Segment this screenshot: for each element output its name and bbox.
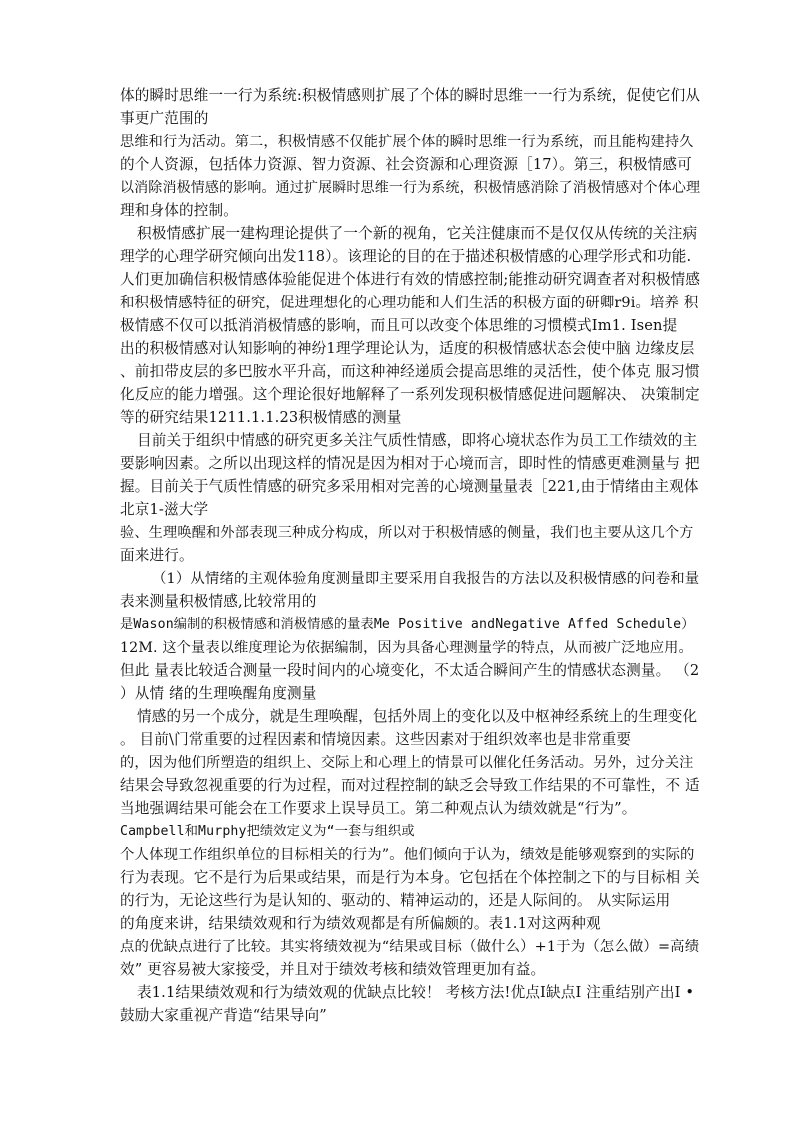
text-line: 的角度来讲，结果绩效观和行为绩效观都是有所偏颇的。表1.1对这两种观 <box>120 915 601 932</box>
text-line: 的个人资源，包括体力资源、智力资源、社会资源和心理资源［17）。第三，积极情感可 <box>120 156 692 173</box>
text-line: Campbell和Murphy把绩效定义为“一套与组织或 <box>120 824 415 839</box>
paragraph-first-line: 积极情感扩展一建构理论提供了一个新的视角，它关注健康而不是仅仅从传统的关注病 <box>137 225 698 242</box>
text-line: 的行为，无论这些行为是认知的、驱动的、精神运动的，还是人际间的。 从实际运用 <box>120 892 671 909</box>
text-line: 要影响因素。之所以出现这样的情况是因为相对于心境而言，即时性的情感更难测量与 把 <box>120 455 700 472</box>
paragraph-first-line: 情感的另一个成分，就是生理唤醒，包括外周上的变化以及中枢神经系统上的生理变化 <box>137 708 698 725</box>
text-line: 当地强调结果可能会在工作要求上误导员工。第二种观点认为绩效就是“行为”。 <box>120 800 637 817</box>
text-line: 鼓励大家重视产背造“结果导向” <box>120 1007 327 1024</box>
list-item-line: （1）从情绪的主观体验角度测量即主要采用自我报告的方法以及积极情感的问卷和量 <box>152 571 700 587</box>
text-line: 。 目前\门常重要的过程因素和情境因素。这些因素对于组织效率也是非常重要 <box>120 731 632 748</box>
text-line: 理和身体的控制。 <box>120 202 238 219</box>
text-line: 出的积极情感对认知影响的神纷1理学理论认为，适度的积极情感状态会使中脑 边缘皮层 <box>120 340 695 357</box>
text-line: 化反应的能力增强。这个理论很好地解释了一系列发现积极情感促进问题解决、 决策制定 <box>120 386 700 403</box>
table-caption-line: 表1.1结果绩效观和行为绩效观的优缺点比较！ 考核方法!优点I缺点I 注重结别产出I • <box>137 984 695 1001</box>
text-line: 等的研究结果1211.1.1.23积极情感的测量 <box>120 409 402 426</box>
paragraph-first-line: 目前关于组织中情感的研究更多关注气质性情感，即将心境状态作为员工工作绩效的主 <box>137 432 698 449</box>
text-line: 和积极情感特征的研究，促进理想化的心理功能和人们生活的积极方面的研卿r9i。培养 积 <box>120 295 699 311</box>
text-line: ）从情 绪的生理唤醒角度测量 <box>120 685 317 702</box>
text-line: 的，因为他们所塑造的组织上、交际上和心理上的情景可以催化任务活动。另外，过分关注 <box>120 755 694 771</box>
text-line: 极情感不仅可以抵消消极情感的影响，而且可以改变个体思维的习惯模式Im1. Isen提 <box>120 317 678 334</box>
text-line: 理学的心理学研究倾向出发118）。该理论的目的在于描述积极情感的心理学形式和功能. <box>120 248 692 265</box>
text-line: 效” 更容易被大家接受，并且对于绩效考核和绩效管理更加有益。 <box>120 961 546 978</box>
text-line: 面来进行。 <box>120 547 194 564</box>
text-line: 个人体现工作组织单位的目标相关的行为”。他们倾向于认为，绩效是能够观察到的实际的 <box>120 847 695 863</box>
text-line: 、前扣带皮层的多巴胺水平升高，而这种神经递质会提高思维的灵活性，使个体克 服习惯 <box>120 363 700 380</box>
text-line: 验、生理唤醒和外部表现三种成分构成，所以对于积极情感的侧量，我们也主要从这几个方 <box>120 525 694 541</box>
text-line: 点的优缺点进行了比较。其实将绩效视为“结果或目标（做什么）+1于为（怎么做）=高绩 <box>120 939 700 955</box>
text-line: 结果会导致忽视重要的行为过程，而对过程控制的缺乏会导致工作结果的不可靠性，不 适 <box>120 777 700 794</box>
text-line: 人们更加确信积极情感体验能促进个体进行有效的情感控制;能推动研究调查者对积极情感 <box>120 271 701 288</box>
text-line: 但此 量表比较适合测量一段时间内的心境变化，不太适合瞬间产生的情感状态测量。 （2 <box>120 662 700 679</box>
text-line: 体的瞬时思维一一行为系统:积极情感则扩展了个体的瞬时思维一一行为系统，促使它们从 <box>120 87 701 104</box>
text-line: 以消除消极情感的影响。通过扩展瞬时思维一行为系统，积极情感消除了消极情感对个体心理 <box>120 180 701 196</box>
text-line: 表来测量积极情感,比较常用的 <box>120 593 317 610</box>
text-line: 北京1-滋大学 <box>120 501 209 518</box>
text-line: 握。目前关于气质性情感的研究多采用相对完善的心境测量量表［221,由于情绪由主观体 <box>120 478 699 495</box>
text-line: 思维和行为活动。第二，积极情感不仅能扩展个体的瞬时思维一行为系统，而且能构建持久 <box>120 134 694 150</box>
text-line: 12M. 这个量表以维度理论为依据编制，因为具备心理测量学的特点，从而被广泛地应用。 <box>120 640 693 656</box>
text-line: 事更广范围的 <box>120 110 209 127</box>
text-line: 是Wason编制的积极情感和消极情感的量表Me Positive andNegative Affed Schedule） <box>120 617 695 632</box>
text-line: 行为表现。它不是行为后果或结果，而是行为本身。它包括在个体控制之下的与目标相 关 <box>120 869 700 886</box>
